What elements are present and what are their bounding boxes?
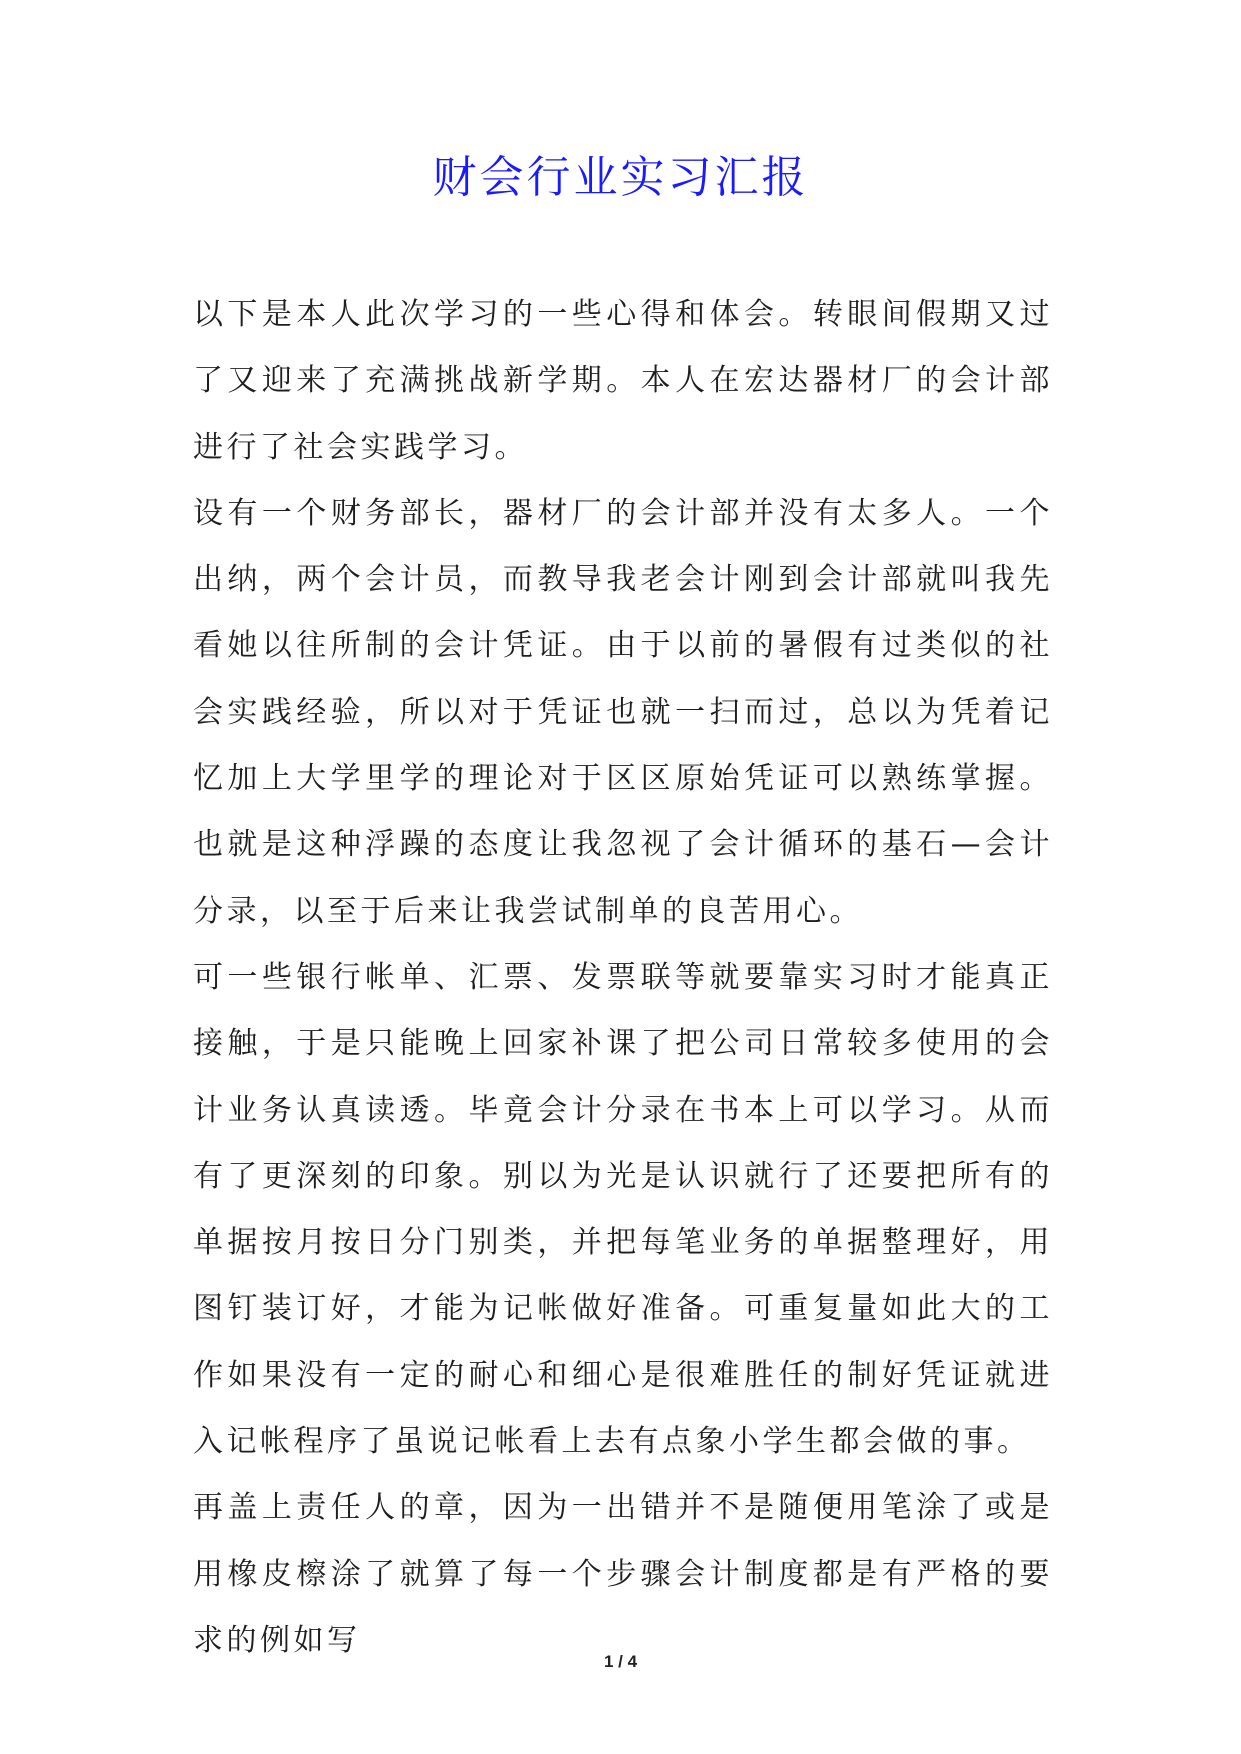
- paragraph: 可一些银行帐单、汇票、发票联等就要靠实习时才能真正接触，于是只能晚上回家补课了把公司日常较多使用的会计业务认真读透。毕竟会计分录在书本上可以学习。从而有了更深刻的印象。别以为光是认识就行了还要把所有的单据按月按日分门别类，并把每笔业务的单据整理好，用图钉装订好，才能为记帐做好准备。可重复量如此大的工作如果没有一定的耐心和细心是很难胜任的制好凭证就进入记帐程序了虽说记帐看上去有点象小学生都会做的事。: [193, 959, 1053, 1460]
- paragraph: 设有一个财务部长，器材厂的会计部并没有太多人。一个出纳，两个会计员，而教导我老会计刚到会计部就叫我先看她以往所制的会计凭证。由于以前的暑假有过类似的社会实践经验，所以对于凭证也就一扫而过，总以为凭着记忆加上大学里学的理论对于区区原始凭证可以熟练掌握。也就是这种浮躁的态度让我忽视了会计循环的基石—会计分录，以至于后来让我尝试制单的良苦用心。: [193, 495, 1053, 929]
- paragraph: 再盖上责任人的章，因为一出错并不是随便用笔涂了或是用橡皮檫涂了就算了每一个步骤会计制度都是有严格的要求的例如写: [193, 1490, 1053, 1658]
- paragraph: 以下是本人此次学习的一些心得和体会。转眼间假期又过了又迎来了充满挑战新学期。本人在宏达器材厂的会计部进行了社会实践学习。: [193, 297, 1053, 465]
- document-title: 财会行业实习汇报: [432, 152, 809, 203]
- page-number: 1 / 4: [603, 1652, 638, 1671]
- document-body: [193, 282, 1053, 1674]
